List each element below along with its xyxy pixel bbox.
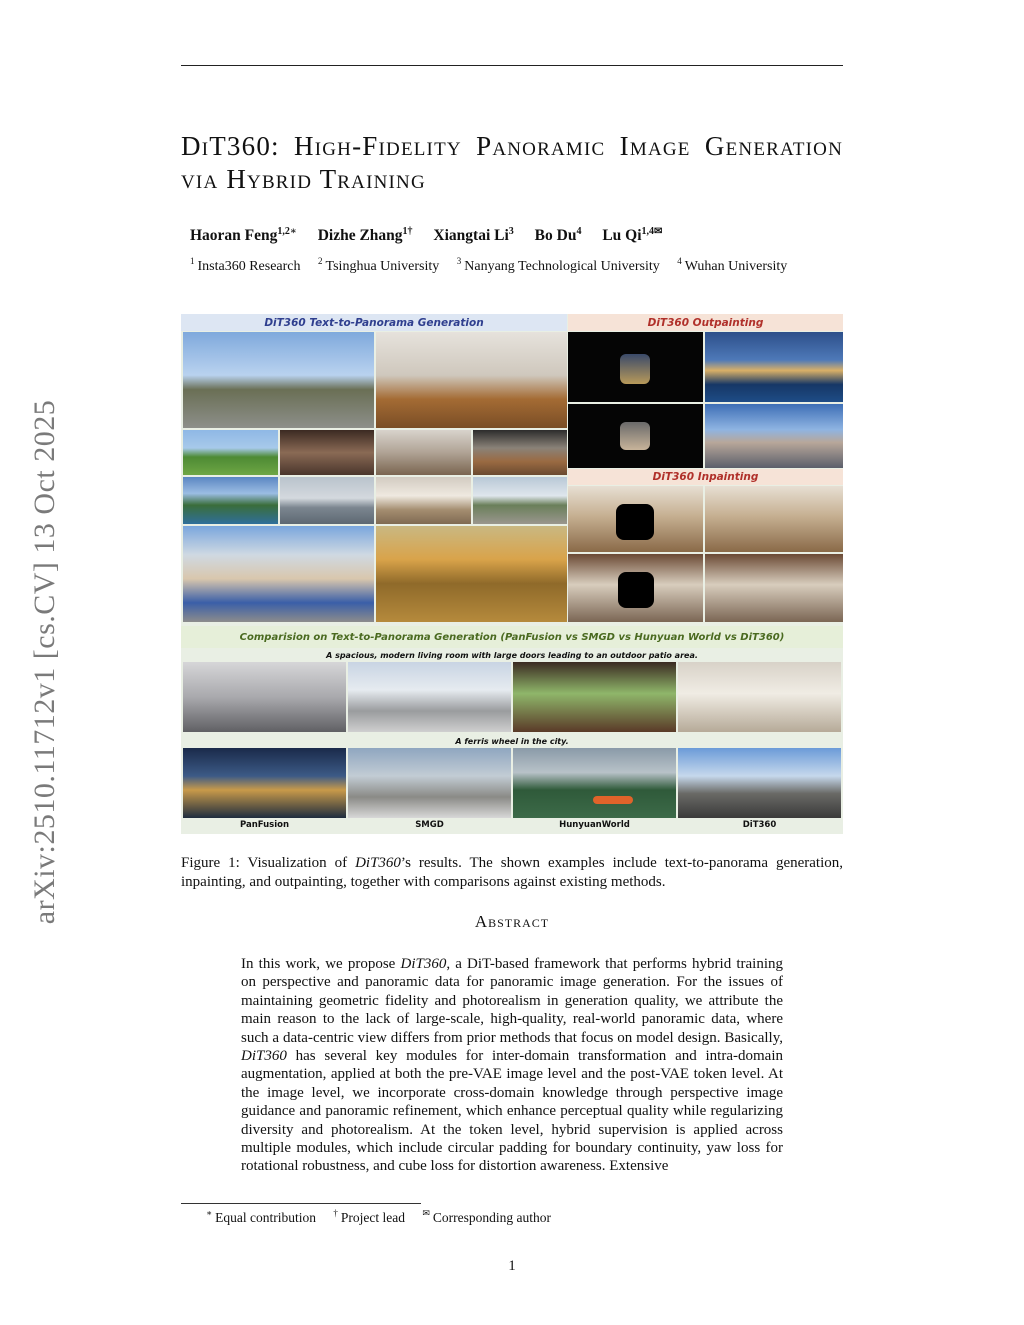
t2p-header: DiT360 Text-to-Panorama Generation	[181, 314, 567, 331]
author-list	[190, 226, 679, 245]
footnote: † Project lead	[333, 1208, 405, 1225]
page-number: 1	[508, 1258, 516, 1274]
outpainting-header: DiT360 Outpainting	[568, 314, 843, 331]
panorama-image	[473, 477, 567, 524]
comparison-image	[513, 662, 676, 732]
method-label: DiT360	[742, 820, 777, 830]
inpainting-input	[568, 486, 703, 552]
affiliation-list	[190, 256, 801, 275]
affiliation: $^2$ Tsinghua University	[318, 256, 440, 274]
paper-title: DiT360: High-Fidelity Panoramic Image Generation via Hybrid Training	[181, 131, 843, 194]
panorama-image	[183, 526, 374, 622]
footnote: ✉ Corresponding author	[422, 1208, 551, 1225]
author: Xiangtai Li$^3$	[433, 226, 514, 245]
abstract-heading: Abstract	[474, 912, 550, 931]
outpainting-result	[705, 404, 843, 468]
panorama-image	[183, 477, 278, 524]
panorama-image	[280, 430, 374, 475]
author: Haoran Feng$^{1,2∗}$	[190, 226, 297, 245]
panorama-image	[376, 430, 471, 475]
panorama-image	[376, 526, 567, 622]
prompt-caption: A spacious, modern living room with large doors leading to an outdoor patio area.	[326, 651, 698, 660]
affiliation: $^1$ Insta360 Research	[190, 256, 301, 274]
arxiv-sidebar	[28, 372, 62, 952]
affiliation: $^4$ Wuhan University	[677, 256, 788, 274]
panorama-image	[376, 477, 471, 524]
prompt-caption: A ferris wheel in the city.	[455, 737, 569, 746]
abstract-body: In this work, we propose DiT360, a DiT-based framework that performs hybrid training on perspective and panoramic data for panoramic image generation. For the issues of maintaining geometric fidelity and photorealism in generation quality, we attribute the main reason to the lack of large-scale, high-quality, real-world panoramic data, where such a data-centric view differs from prior methods that focus on model design. Basically, DiT360 has several key modules for inter-domain transformation and intra-domain augmentation, applied at both the pre-VAE image level and the post-VAE token level. At the image level, we incorporate cross-domain knowledge through perspective image guidance and panoramic refinement, which enhance perceptual quality while regularizing diversity and photorealism. At the token level, hybrid supervision is applied across multiple modules, which include circular padding for boundary continuity, yaw loss for rotational robustness, and cube loss for distortion awareness. Extensive	[241, 956, 784, 1175]
outpainting-input	[568, 404, 703, 468]
arxiv-identifier[interactable]: arXiv:2510.11712v1 [cs.CV] 13 Oct 2025	[28, 399, 61, 925]
comparison-image	[348, 748, 511, 818]
footnotes	[206, 1208, 565, 1226]
panorama-image	[473, 430, 567, 475]
comparison-image	[348, 662, 511, 732]
affiliation: $^3$ Nanyang Technological University	[456, 256, 660, 274]
comparison-image	[678, 662, 841, 732]
author: Dizhe Zhang$^{1\dagger}$	[317, 226, 413, 245]
panorama-image	[280, 477, 374, 524]
method-label: HunyuanWorld	[559, 820, 630, 830]
comparison-header: Comparision on Text-to-Panorama Generation (PanFusion vs SMGD vs Hunyuan World vs DiT360)	[181, 626, 843, 648]
footnote-rule	[181, 1203, 421, 1204]
outpainting-result	[705, 332, 843, 402]
inpainting-input	[568, 554, 703, 622]
comparison-image	[183, 748, 346, 818]
figure-1	[181, 314, 843, 834]
comparison-image	[183, 662, 346, 732]
inpainting-result	[705, 486, 843, 552]
comparison-image	[678, 748, 841, 818]
panorama-image	[183, 430, 278, 475]
inpainting-result	[705, 554, 843, 622]
comparison-image	[513, 748, 676, 818]
inpainting-header: DiT360 Inpainting	[568, 469, 843, 485]
outpainting-input	[568, 332, 703, 402]
author: Bo Du$^4$	[534, 226, 582, 245]
panorama-image	[376, 332, 567, 428]
method-label: PanFusion	[239, 820, 290, 830]
author: Lu $Qi^{1,4✉}$	[602, 226, 663, 245]
method-label: SMGD	[415, 820, 444, 830]
header-rule	[181, 65, 843, 66]
figure-caption: Figure 1: Visualization of DiT360’s results. The shown examples include text-to-panorama generation, inpainting, and outpainting, together with comparisons against existing methods.	[181, 855, 844, 890]
footnote: ∗ Equal contribution	[206, 1208, 316, 1225]
panorama-image	[183, 332, 374, 428]
